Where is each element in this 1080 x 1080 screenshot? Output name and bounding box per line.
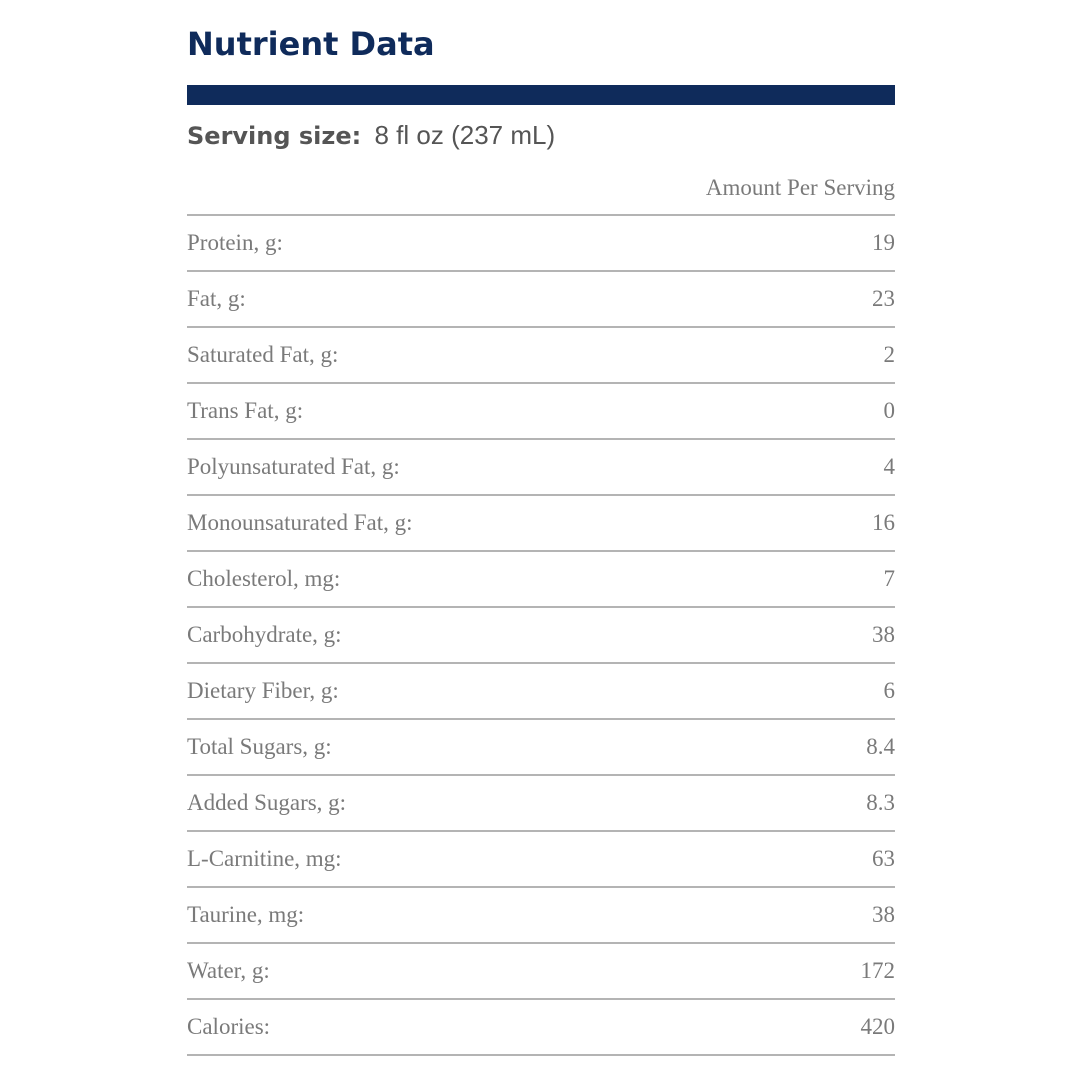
nutrient-value: 172 xyxy=(860,958,895,983)
nutrient-label: Saturated Fat, g: xyxy=(187,342,339,367)
nutrient-value: 6 xyxy=(883,678,895,703)
nutrient-label: Cholesterol, mg: xyxy=(187,566,341,591)
nutrient-label: Total Sugars, g: xyxy=(187,734,332,759)
nutrient-row xyxy=(187,272,895,328)
nutrient-label: L-Carnitine, mg: xyxy=(187,846,342,871)
nutrient-row xyxy=(187,216,895,272)
nutrient-row xyxy=(187,776,895,832)
nutrient-row xyxy=(187,888,895,944)
nutrient-value: 420 xyxy=(860,1014,895,1039)
nutrient-value: 16 xyxy=(872,510,895,535)
serving-size xyxy=(187,105,895,166)
nutrient-value: 4 xyxy=(883,454,895,479)
nutrient-row xyxy=(187,944,895,1000)
nutrient-row xyxy=(187,496,895,552)
page-title: Nutrient Data xyxy=(187,25,435,63)
nutrient-table xyxy=(187,216,895,1056)
nutrient-row xyxy=(187,1000,895,1056)
nutrient-value: 7 xyxy=(883,566,895,591)
nutrient-row xyxy=(187,664,895,720)
nutrient-label: Polyunsaturated Fat, g: xyxy=(187,454,400,479)
nutrient-label: Trans Fat, g: xyxy=(187,398,304,423)
nutrient-value: 38 xyxy=(872,622,895,647)
nutrient-label: Calories: xyxy=(187,1014,271,1039)
nutrient-value: 63 xyxy=(872,846,895,871)
nutrient-label: Water, g: xyxy=(187,958,270,983)
nutrient-row xyxy=(187,384,895,440)
nutrient-value: 0 xyxy=(883,398,895,423)
nutrient-label: Monounsaturated Fat, g: xyxy=(187,510,413,535)
nutrient-row xyxy=(187,440,895,496)
nutrient-label: Dietary Fiber, g: xyxy=(187,678,339,703)
serving-size-label: Serving size: xyxy=(187,122,362,150)
nutrient-label: Added Sugars, g: xyxy=(187,790,347,815)
nutrient-row xyxy=(187,608,895,664)
nutrient-value: 8.4 xyxy=(866,734,895,759)
nutrient-row xyxy=(187,328,895,384)
nutrient-row xyxy=(187,832,895,888)
nutrient-label: Taurine, mg: xyxy=(187,902,305,927)
nutrient-row xyxy=(187,720,895,776)
nutrient-label: Carbohydrate, g: xyxy=(187,622,342,647)
nutrient-value: 8.3 xyxy=(866,790,895,815)
nutrient-value: 19 xyxy=(872,230,895,255)
nutrient-value: 2 xyxy=(883,342,895,367)
serving-size-value: 8 fl oz (237 mL) xyxy=(374,120,556,150)
nutrient-value: 38 xyxy=(872,902,895,927)
nutrient-row xyxy=(187,552,895,608)
nutrient-value: 23 xyxy=(872,286,895,311)
nutrient-label: Fat, g: xyxy=(187,286,246,311)
amount-per-serving-header: Amount Per Serving xyxy=(187,166,895,216)
title-divider-bar xyxy=(187,85,895,105)
nutrient-data-panel xyxy=(187,20,895,1056)
nutrient-label: Protein, g: xyxy=(187,230,283,255)
